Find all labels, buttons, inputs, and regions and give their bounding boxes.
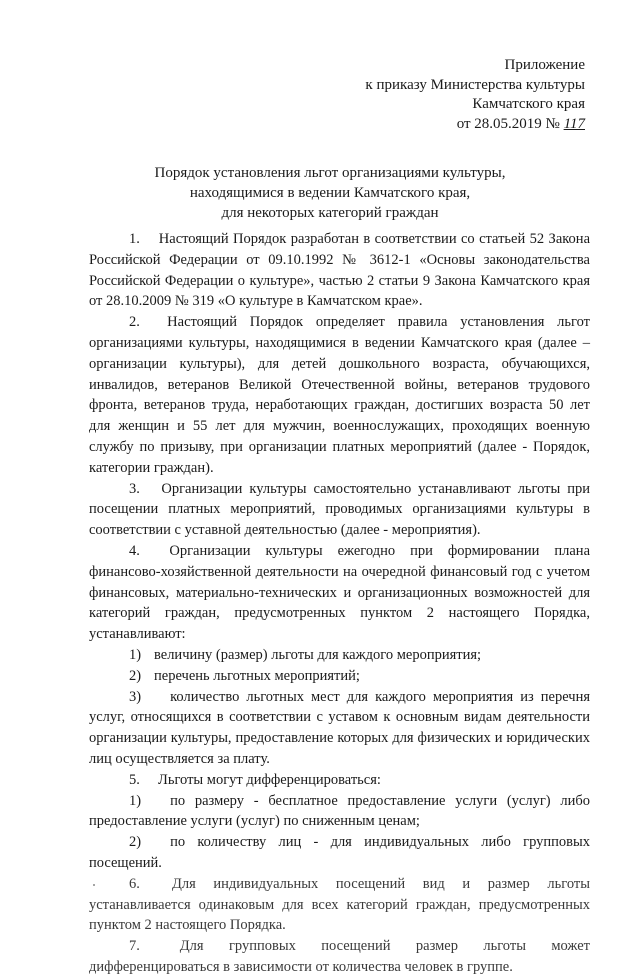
subitem-number: 3) (129, 688, 142, 705)
title-line-3: для некоторых категорий граждан (221, 205, 439, 221)
paragraph-number: 4. (129, 542, 140, 559)
paragraph-text: Для групповых посещений размер льготы может дифференцироваться в зависимости от количества человек в группе. (89, 938, 590, 975)
subitem-number: 2) (129, 667, 142, 684)
paragraph-number: 7. (129, 938, 140, 955)
paragraph-text: Настоящий Порядок определяет правила установления льгот организациями культуры, находящимися в ведении Камчатского края (далее – организации культуры), для детей дошкольного возраста, обучающихся, инвалидов, ветеранов Великой Отечественной войны, ветеранов трудового фронта, ветеранов труда, неработающих граждан, достигших возраста 50 лет для женщин и 55 лет для мужчин, военнослужащих, проходящих военную службу по призыву, при организации платных мероприятий (далее - Порядок, категории граждан). (89, 314, 590, 476)
paragraph-number: 3. (129, 480, 140, 497)
paragraph-text: Для индивидуальных посещений вид и размер льготы устанавливается одинаковым для всех категорий граждан, предусмотренных пунктом 2 настоящего Порядка. (89, 875, 590, 934)
region-name: Камчатского края (472, 96, 585, 112)
subitem-number: 1) (129, 646, 142, 663)
subitem-4-3 (89, 687, 590, 770)
paragraph-text: Организации культуры самостоятельно устанавливают льготы при посещении платных мероприятий, проводимых организациями культуры в соответствии с уставной деятельностью (далее - мероприятия). (89, 480, 591, 539)
paragraph-text: Организации культуры ежегодно при формировании плана финансово-хозяйственной деятельности на очередной финансовый год с учетом финансовых, материально-технических и организационных возможностей для категорий граждан, предусмотренных пунктом 2 настоящего Порядка, устанавливают: (89, 542, 591, 643)
subitem-5-2 (89, 832, 590, 874)
subitem-4-2 (89, 666, 590, 687)
subitem-text: величину (размер) льготы для каждого мероприятия; (154, 646, 482, 663)
paragraph-7 (89, 936, 590, 978)
paragraph-number: 1. (129, 231, 140, 247)
order-reference: к приказу Министерства культуры (365, 76, 585, 93)
subitem-text: перечень льготных мероприятий; (154, 667, 360, 684)
order-number: 117 (563, 115, 585, 132)
paragraph-1 (89, 229, 590, 312)
order-date: от 28.05.2019 № (456, 115, 564, 132)
subitem-text: по количеству лиц - для индивидуальных либо групповых посещений. (89, 834, 590, 871)
appendix-label: Приложение (504, 57, 585, 73)
paragraph-text: Льготы могут дифференцироваться: (158, 771, 381, 788)
title-line-1: Порядок установления льгот организациями культуры, (154, 165, 506, 181)
paragraph-number: 6. (129, 875, 140, 892)
subitem-5-1 (89, 791, 590, 833)
appendix-header (365, 56, 585, 134)
paragraph-4 (89, 541, 590, 645)
order-date-line (365, 115, 585, 135)
scan-speck (93, 884, 95, 886)
subitem-text: количество льготных мест для каждого мероприятия из перечня услуг, относящихся в соответствии с уставом к основным видам деятельности организации культуры, предоставление которых для физических и юридических лиц осуществляется за плату. (89, 688, 590, 767)
document-body (89, 229, 590, 978)
paragraph-number: 5. (129, 771, 140, 788)
title-line-2: находящимися в ведении Камчатского края, (189, 185, 471, 201)
subitem-text: по размеру - бесплатное предоставление услуги (услуг) либо предоставление услуги (услуг) по сниженным ценам; (89, 792, 590, 830)
paragraph-5 (89, 770, 590, 791)
subitem-number: 1) (129, 792, 142, 809)
paragraph-text: Настоящий Порядок разработан в соответствии со статьей 52 Закона Российской Федерации от 09.10.1992 № 3612-1 «Основы законодательства Российской Федерации о культуре», частью 2 статьи 9 Закона Камчатского края от 28.10.2009 № 319 «О культуре в Камчатском крае». (89, 231, 591, 310)
subitem-4-1 (89, 645, 590, 666)
document-title (120, 163, 540, 223)
subitem-number: 2) (129, 834, 142, 851)
paragraph-number: 2. (129, 314, 140, 331)
paragraph-3 (89, 479, 590, 541)
paragraph-2 (89, 312, 590, 478)
